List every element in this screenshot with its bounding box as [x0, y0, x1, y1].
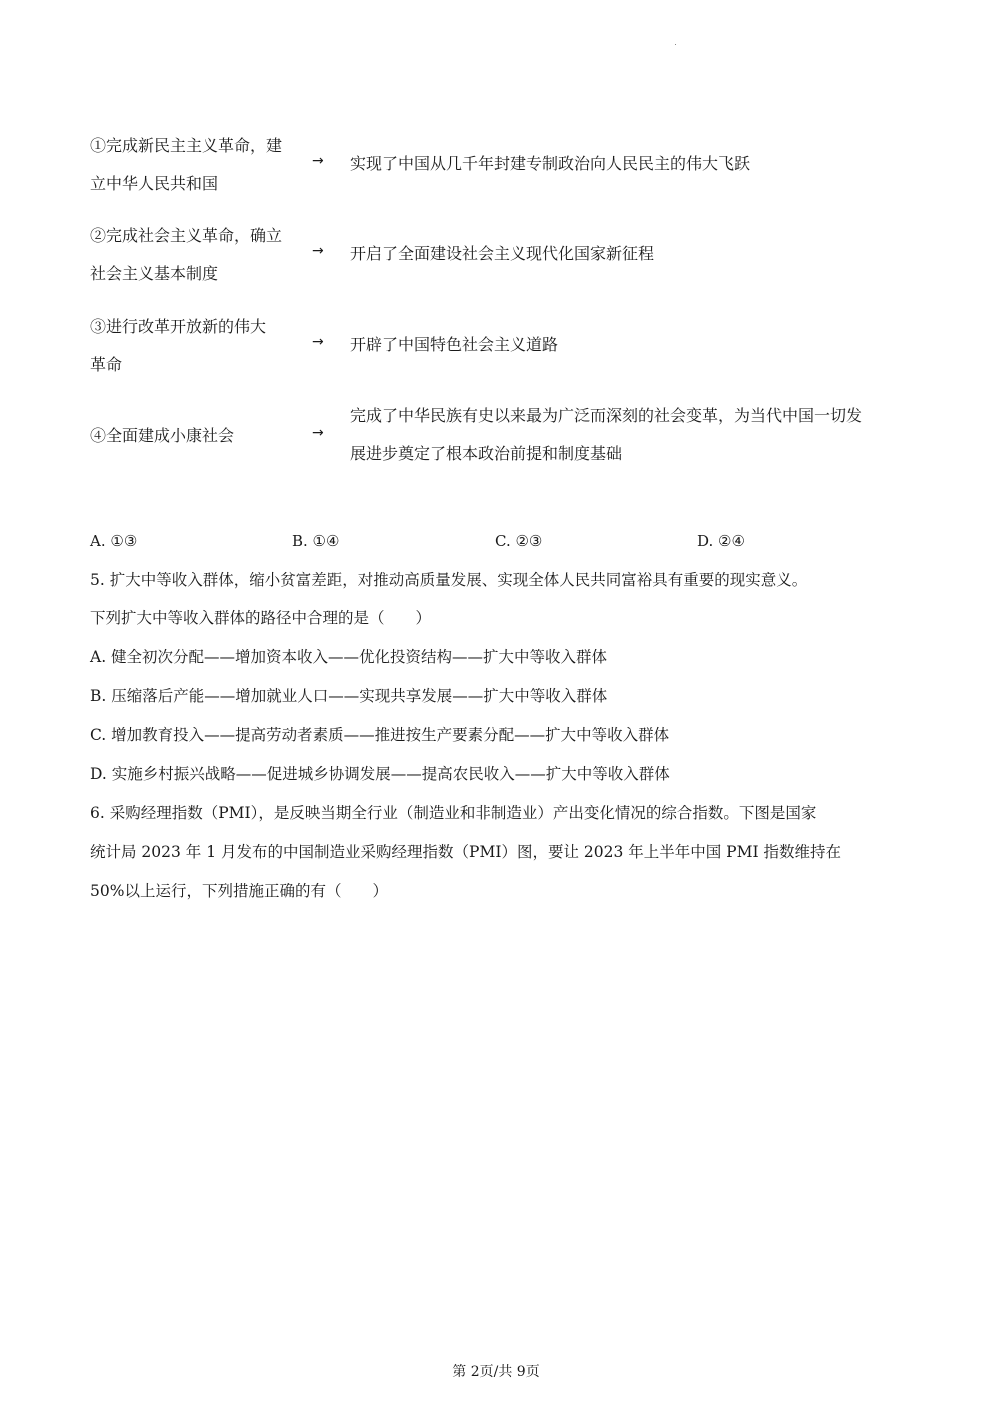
matching-left-line: ①完成新民主主义革命，建: [90, 136, 283, 155]
arrow-icon: →: [312, 425, 324, 441]
matching-left-line: ②完成社会主义革命，确立: [90, 226, 283, 245]
page-mark: [675, 44, 676, 45]
matching-right-4: [350, 397, 910, 473]
matching-right-3: [350, 326, 910, 364]
q5-stem-line-2: 下列扩大中等收入群体的路径中合理的是（ ）: [90, 609, 432, 627]
matching-left-line: ③进行改革开放新的伟大: [90, 317, 267, 336]
q5-option-c: C. 增加教育投入——提高劳动者素质——推进按生产要素分配——扩大中等收入群体: [90, 726, 670, 744]
q4-option-b: B. ①④: [292, 532, 340, 550]
arrow-icon: →: [312, 243, 324, 259]
matching-row-1: [90, 127, 920, 207]
matching-right-2: [350, 235, 910, 273]
matching-right-line: 展进步奠定了根本政治前提和制度基础: [350, 444, 623, 463]
q5-option-d: D. 实施乡村振兴战略——促进城乡协调发展——提高农民收入——扩大中等收入群体: [90, 765, 670, 783]
matching-left-line: 立中华人民共和国: [90, 174, 219, 193]
matching-right-line: 实现了中国从几千年封建专制政治向人民民主的伟大飞跃: [350, 154, 751, 173]
arrow-icon: →: [312, 153, 324, 169]
q5-stem-line-1: 5. 扩大中等收入群体，缩小贫富差距，对推动高质量发展、实现全体人民共同富裕具有重要的现实意义。: [90, 571, 808, 589]
q6-stem-line-1: 6. 采购经理指数（PMI），是反映当期全行业（制造业和非制造业）产出变化情况的综合指数。下图是国家: [90, 804, 817, 822]
matching-left-4: [90, 417, 300, 455]
matching-left-1: [90, 127, 300, 203]
matching-left-3: [90, 308, 300, 384]
page-footer: 第 2页/共 9页: [452, 1364, 540, 1380]
matching-row-4: [90, 397, 920, 477]
q6-stem-line-2: 统计局 2023 年 1 月发布的中国制造业采购经理指数（PMI）图，要让 2023 年上半年中国 PMI 指数维持在: [90, 843, 842, 861]
matching-right-line: 开启了全面建设社会主义现代化国家新征程: [350, 244, 655, 263]
matching-row-2: [90, 217, 920, 297]
matching-right-1: [350, 145, 910, 183]
matching-right-line: 开辟了中国特色社会主义道路: [350, 335, 559, 354]
q5-option-a: A. 健全初次分配——增加资本收入——优化投资结构——扩大中等收入群体: [90, 648, 608, 666]
q4-option-d: D. ②④: [697, 532, 745, 550]
q4-option-c: C. ②③: [495, 532, 543, 550]
arrow-icon: →: [312, 334, 324, 350]
matching-left-line: 革命: [90, 355, 123, 374]
matching-left-line: 社会主义基本制度: [90, 264, 219, 283]
q5-option-b: B. 压缩落后产能——增加就业人口——实现共享发展——扩大中等收入群体: [90, 687, 608, 705]
q6-stem-line-3: 50%以上运行，下列措施正确的有（ ）: [90, 882, 388, 900]
matching-left-line: ④全面建成小康社会: [90, 426, 235, 445]
matching-row-3: [90, 308, 920, 388]
matching-left-2: [90, 217, 300, 293]
matching-right-line: 完成了中华民族有史以来最为广泛而深刻的社会变革，为当代中国一切发: [350, 406, 863, 425]
q4-option-a: A. ①③: [90, 532, 138, 550]
